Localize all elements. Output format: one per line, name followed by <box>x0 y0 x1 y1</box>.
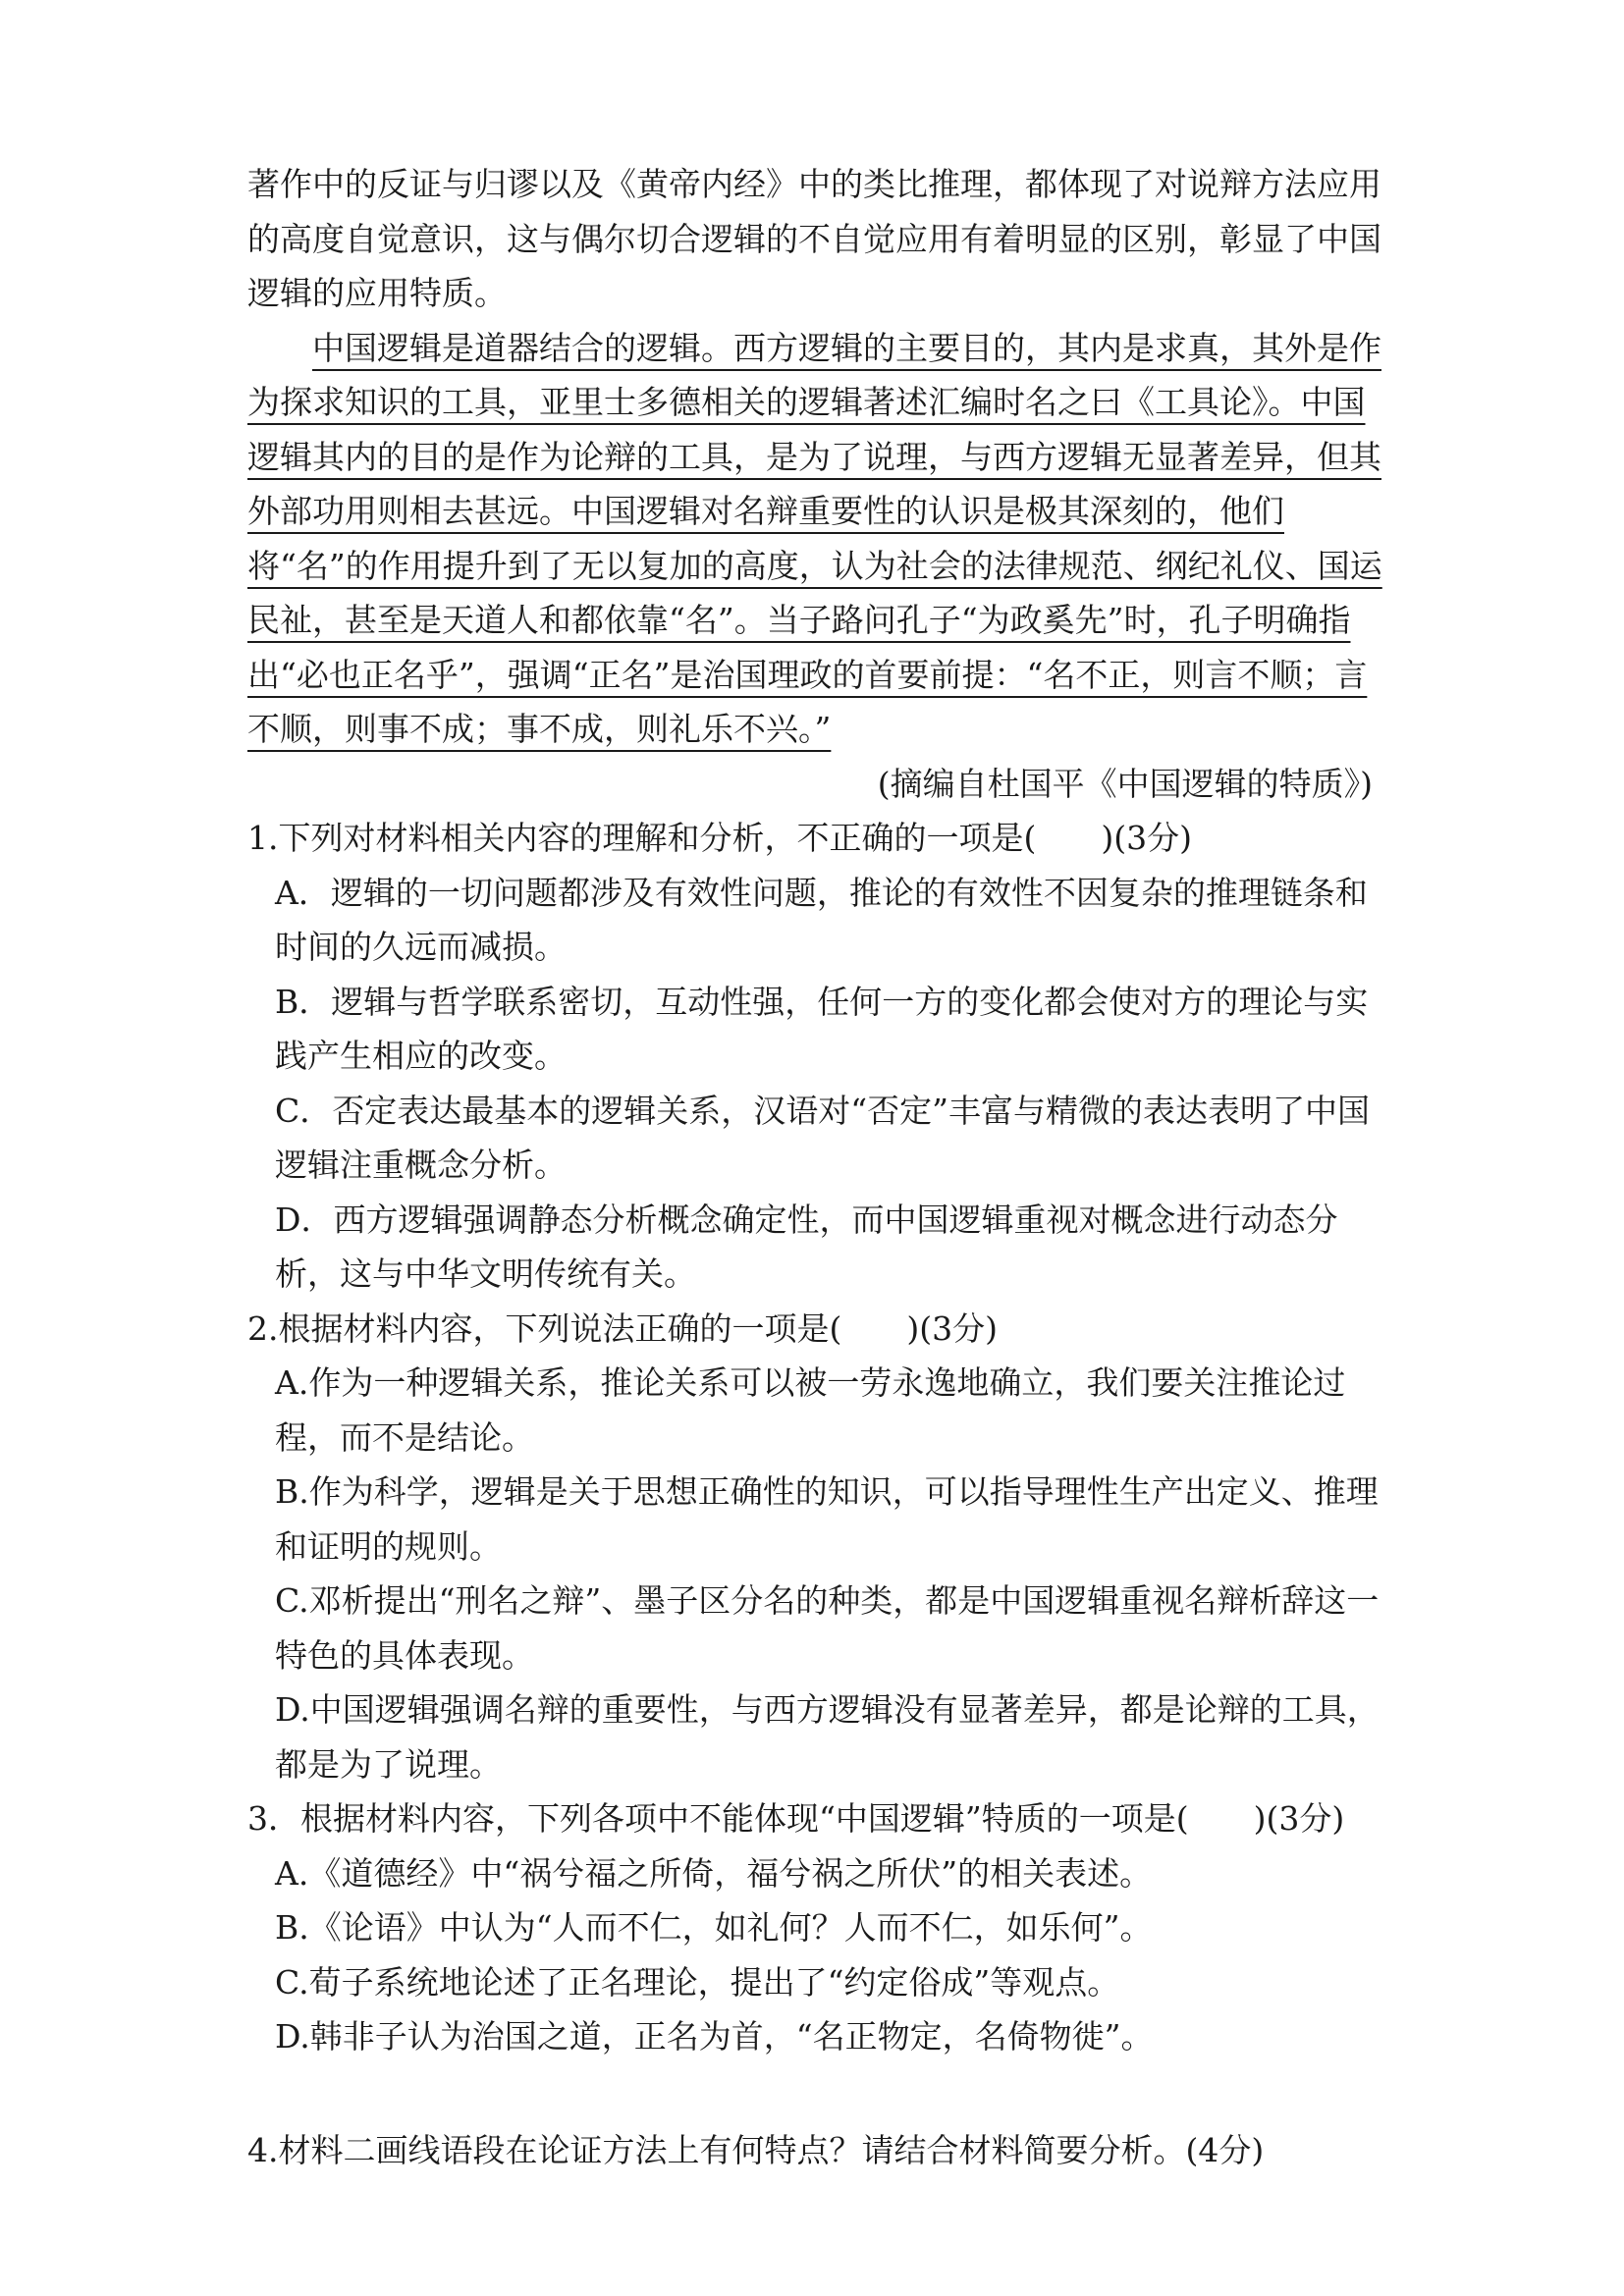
question-2-option-b: B.作为科学，逻辑是关于思想正确性的知识，可以指导理性生产出定义、推理和证明的规则。 <box>275 1472 1379 1566</box>
document-page <box>247 157 1392 2177</box>
material-paragraph-continuation: 著作中的反证与归谬以及《黄帝内经》中的类比推理，都体现了对说辩方法应用的高度自觉意识，这与偶尔切合逻辑的不自觉应用有着明显的区别，彰显了中国逻辑的应用特质。 <box>247 165 1381 312</box>
question-3-option-d: D.韩非子认为治国之道，正名为首，“名正物定，名倚物徙”。 <box>275 2017 1154 2056</box>
question-3-stem: 3．根据材料内容，下列各项中不能体现“中国逻辑”特质的一项是( )(3分) <box>247 1799 1345 1838</box>
question-1-option-d: D．西方逻辑强调静态分析概念确定性，而中国逻辑重视对概念进行动态分析，这与中华文明传统有关。 <box>275 1200 1338 1293</box>
spacer <box>247 2064 1392 2123</box>
question-3-option-c: C.荀子系统地论述了正名理论，提出了“约定俗成”等观点。 <box>275 1962 1120 2002</box>
question-2-option-a: A.作为一种逻辑关系，推论关系可以被一劳永逸地确立，我们要关注推论过程，而不是结论。 <box>275 1363 1346 1457</box>
question-4-stem: 4.材料二画线语段在论证方法上有何特点？请结合材料简要分析。(4分) <box>247 2130 1265 2169</box>
question-2-option-d: D.中国逻辑强调名辩的重要性，与西方逻辑没有显著差异，都是论辩的工具，都是为了说理。 <box>275 1690 1380 1784</box>
question-3-option-a: A.《道德经》中“祸兮福之所倚，福兮祸之所伏”的相关表述。 <box>275 1853 1153 1893</box>
question-1-option-a: A．逻辑的一切问题都涉及有效性问题，推论的有效性不因复杂的推理链条和时间的久远而减损。 <box>275 873 1368 966</box>
question-1-option-c: C．否定表达最基本的逻辑关系，汉语对“否定”丰富与精微的表达表明了中国逻辑注重概念分析。 <box>275 1091 1370 1184</box>
source-citation: (摘编自杜国平《中国逻辑的特质》) <box>877 764 1373 803</box>
question-2-stem: 2.根据材料内容，下列说法正确的一项是( )(3分) <box>247 1308 998 1348</box>
underlined-paragraph: 中国逻辑是道器结合的逻辑。西方逻辑的主要目的，其内是求真，其外是作为探求知识的工具，亚里士多德相关的逻辑著述汇编时名之曰《工具论》。中国逻辑其内的目的是作为论辩的工具，是为了说理，与西方逻辑无显著差异，但其外部功用则相去甚远。中国逻辑对名辩重要性的认识是极其深刻的，他们将“名”的作用提升到了无以复加的高度，认为社会的法律规范、纲纪礼仪、国运民祉，甚至是天道人和都依靠“名”。当子路问孔子“为政奚先”时，孔子明确指出“必也正名乎”，强调“正名”是治国理政的首要前提：“名不正，则言不顺；言不顺，则事不成；事不成，则礼乐不兴。” <box>247 328 1382 748</box>
question-1-stem: 1.下列对材料相关内容的理解和分析，不正确的一项是( )(3分) <box>247 819 1192 857</box>
question-1-option-b: B．逻辑与哲学联系密切，互动性强，任何一方的变化都会使对方的理论与实践产生相应的改变。 <box>275 982 1369 1075</box>
question-2-option-c: C.邓析提出“刑名之辩”、墨子区分名的种类，都是中国逻辑重视名辩析辞这一特色的具体表现。 <box>275 1581 1380 1675</box>
question-3-option-b: B.《论语》中认为“人而不仁，如礼何？人而不仁，如乐何”。 <box>275 1908 1153 1947</box>
